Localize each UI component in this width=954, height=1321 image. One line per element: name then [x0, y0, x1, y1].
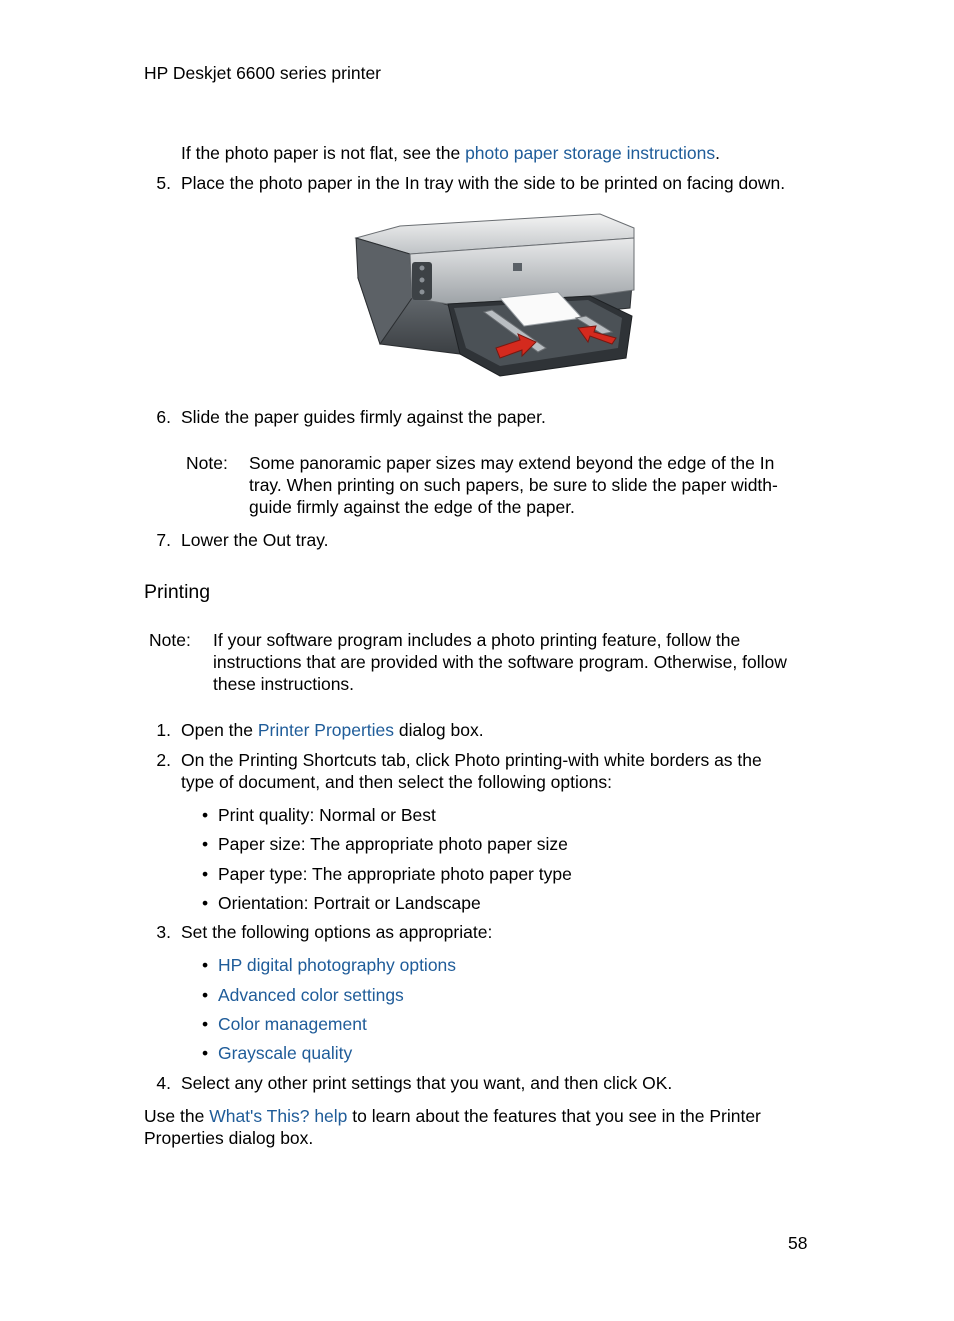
note-line: these instructions. [213, 674, 355, 694]
step-text [181, 1072, 672, 1094]
ui-term: OK [642, 1073, 668, 1093]
text: Select any other print settings that you want, and then click [181, 1073, 643, 1093]
text: : The appropriate photo paper type [302, 864, 572, 884]
text: . [715, 143, 720, 163]
photo-paper-storage-link[interactable]: photo paper storage instructions [465, 143, 716, 163]
closing-paragraph-line-1 [144, 1105, 761, 1127]
text: dialog box. [223, 1128, 314, 1148]
option-orientation [202, 892, 481, 914]
bullet: • [202, 893, 209, 913]
whats-this-help-link[interactable]: What's This? help [209, 1106, 348, 1126]
step-number: 3. [156, 922, 171, 942]
text: : The appropriate photo paper size [300, 834, 568, 854]
option-paper-size [202, 833, 568, 855]
text: : [309, 805, 320, 825]
ui-term: Landscape [395, 893, 481, 913]
list-item [202, 954, 457, 976]
note-line: instructions that are provided with the software program. Otherwise, follow [213, 652, 787, 672]
note-line: guide firmly against the edge of the paper. [249, 497, 575, 517]
grayscale-quality-link[interactable]: Grayscale quality [218, 1043, 353, 1063]
step-text: Slide the paper guides firmly against the paper. [181, 407, 546, 427]
ui-term: Photo printing-with white borders [454, 750, 710, 770]
list-item [202, 1042, 353, 1064]
step-number: 5. [156, 173, 171, 193]
section-heading-printing: Printing [144, 581, 211, 603]
option-text [218, 892, 481, 914]
ui-term: Paper type [218, 864, 303, 884]
option-print-quality [202, 804, 436, 826]
text: Open the [181, 720, 258, 740]
option-text [218, 804, 436, 826]
step-text [181, 719, 484, 741]
text: tab, click [376, 750, 455, 770]
step-text [181, 749, 762, 771]
step-number: 2. [156, 750, 171, 770]
running-header: HP Deskjet 6600 series printer [144, 63, 382, 83]
hp-digital-photography-link[interactable]: HP digital photography options [218, 955, 457, 975]
list-item [202, 984, 404, 1006]
page-number: 58 [788, 1233, 808, 1253]
list-item [202, 1013, 367, 1035]
step-text: Place the photo paper in the In tray with the side to be printed on facing down. [181, 173, 786, 193]
note-label: Note: [186, 453, 228, 473]
ui-term: Portrait [313, 893, 370, 913]
printer-properties-link[interactable]: Printer Properties [257, 720, 395, 740]
bullet: • [202, 834, 209, 854]
text: On the [181, 750, 239, 770]
advanced-color-settings-link[interactable]: Advanced color settings [218, 985, 404, 1005]
text: : [303, 893, 314, 913]
ui-term: Printing Shortcuts [238, 750, 377, 770]
ui-term: Orientation [218, 893, 304, 913]
text: to learn about the features that you see in the [347, 1106, 710, 1126]
bullet: • [202, 1014, 209, 1034]
text: dialog box. [394, 720, 484, 740]
note-label: Note: [149, 630, 191, 650]
ui-term: Normal [319, 805, 376, 825]
step-number: 7. [156, 530, 171, 550]
bullet: • [202, 805, 209, 825]
step-number: 1. [156, 720, 171, 740]
step-text-line-2: type of document, and then select the following options: [181, 772, 612, 792]
option-paper-type [202, 863, 572, 885]
step-text: Lower the Out tray. [181, 530, 329, 550]
option-text [218, 833, 568, 855]
text: If the photo paper is not flat, see the [181, 143, 466, 163]
color-management-link[interactable]: Color management [218, 1014, 367, 1034]
ui-term: Best [400, 805, 436, 825]
closing-paragraph-line-2 [144, 1127, 313, 1149]
note-line: tray. When printing on such papers, be sure to slide the paper width- [249, 475, 778, 495]
text: or [375, 805, 401, 825]
step-text: Set the following options as appropriate: [181, 922, 493, 942]
printer-illustration [350, 208, 642, 382]
text: Use the [144, 1106, 210, 1126]
bullet: • [202, 985, 209, 1005]
step-number: 6. [156, 407, 171, 427]
ui-term: Properties [144, 1128, 224, 1148]
option-text [218, 863, 572, 885]
bullet: • [202, 864, 209, 884]
text: or [369, 893, 396, 913]
step-number: 4. [156, 1073, 171, 1093]
bullet: • [202, 1043, 209, 1063]
note-line: Some panoramic paper sizes may extend beyond the edge of the In [249, 453, 775, 473]
bullet: • [202, 955, 209, 975]
ui-term: Print quality [218, 805, 310, 825]
note-line: If your software program includes a photo printing feature, follow the [213, 630, 741, 650]
ui-term: Paper size [218, 834, 301, 854]
ui-term: Printer [709, 1106, 761, 1126]
paper-flat-note [181, 142, 720, 164]
text: . [667, 1073, 673, 1093]
text: as the [709, 750, 762, 770]
